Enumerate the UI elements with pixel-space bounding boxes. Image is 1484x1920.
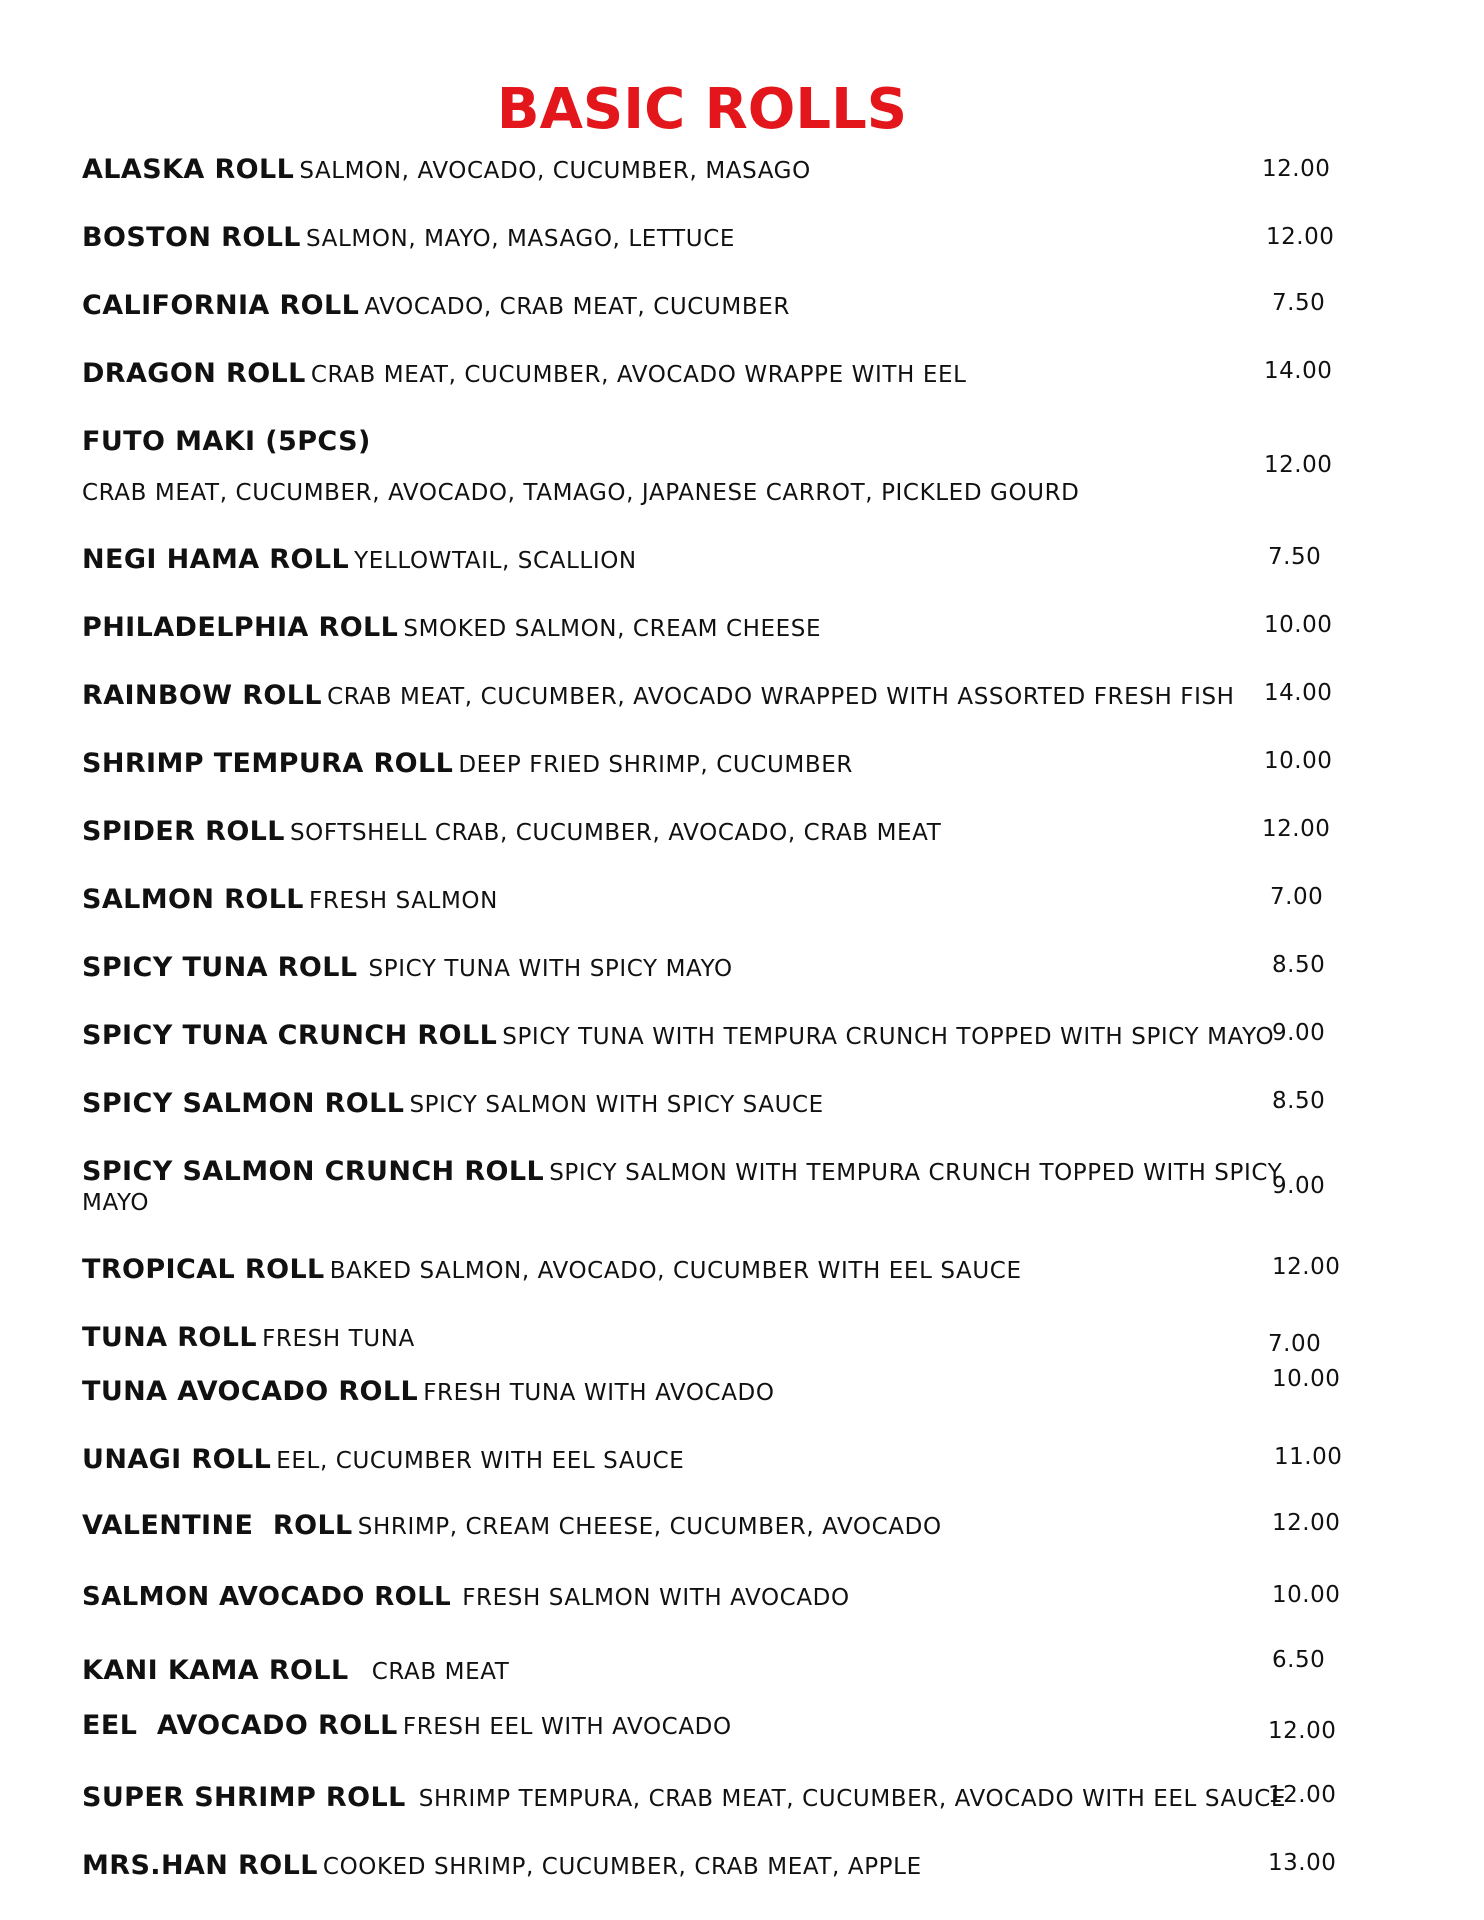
- item-name: PHILADELPHIA ROLL: [82, 612, 399, 643]
- item-description: AVOCADO, CRAB MEAT, CUCUMBER: [364, 294, 790, 320]
- item-price: 12.00: [1266, 224, 1335, 250]
- item-description: SPICY TUNA WITH SPICY MAYO: [368, 956, 733, 982]
- item-description: CRAB MEAT: [371, 1659, 510, 1685]
- item-name: CALIFORNIA ROLL: [82, 290, 360, 321]
- item-name: ALASKA ROLL: [82, 154, 295, 185]
- menu-item: [82, 1090, 1382, 1126]
- item-description: SPICY TUNA WITH TEMPURA CRUNCH TOPPED WITH SPICY MAYO: [502, 1024, 1275, 1050]
- item-description: SHRIMP TEMPURA, CRAB MEAT, CUCUMBER, AVOCADO WITH EEL SAUCE: [418, 1786, 1287, 1812]
- item-price: 8.50: [1272, 1088, 1326, 1114]
- item-name: SPICY SALMON CRUNCH ROLL: [82, 1156, 545, 1187]
- item-price: 8.50: [1272, 952, 1326, 978]
- menu-item: [82, 1647, 1382, 1693]
- item-name: KANI KAMA ROLL: [82, 1655, 349, 1686]
- item-price: 10.00: [1264, 748, 1333, 774]
- item-name: UNAGI ROLL: [82, 1444, 272, 1475]
- item-price: 10.00: [1272, 1582, 1341, 1608]
- item-price: 11.00: [1274, 1444, 1343, 1470]
- item-description: SPICY SALMON WITH TEMPURA CRUNCH TOPPED WITH SPICY: [549, 1160, 1283, 1186]
- menu-item: [82, 428, 1382, 508]
- item-price: 12.00: [1262, 156, 1331, 182]
- menu-item: [82, 1022, 1382, 1058]
- item-name: DRAGON ROLL: [82, 358, 306, 389]
- item-description: BAKED SALMON, AVOCADO, CUCUMBER WITH EEL SAUCE: [329, 1258, 1022, 1284]
- item-description-continued: MAYO: [82, 1190, 150, 1216]
- item-name: TROPICAL ROLL: [82, 1254, 325, 1285]
- item-name: VALENTINE ROLL: [82, 1510, 353, 1541]
- menu-item: [82, 614, 1382, 650]
- menu-item: [82, 1324, 1382, 1360]
- item-name: NEGI HAMA ROLL: [82, 544, 350, 575]
- item-price: 7.00: [1268, 1331, 1322, 1357]
- menu-item: [82, 224, 1382, 260]
- menu-item: [82, 1712, 1382, 1748]
- item-description: FRESH TUNA: [262, 1326, 415, 1352]
- menu-title: BASIC ROLLS: [496, 77, 908, 142]
- item-description: SALMON, MAYO, MASAGO, LETTUCE: [306, 226, 736, 252]
- item-price: 7.50: [1268, 544, 1322, 570]
- item-description: COOKED SHRIMP, CUCUMBER, CRAB MEAT, APPLE: [322, 1854, 922, 1880]
- item-description: FRESH SALMON: [309, 888, 498, 914]
- item-name: TUNA ROLL: [82, 1322, 257, 1353]
- item-price: 9.00: [1272, 1173, 1326, 1199]
- menu-item: [82, 1446, 1382, 1482]
- item-name: MRS.HAN ROLL: [82, 1850, 318, 1881]
- item-price: 7.50: [1272, 290, 1326, 316]
- menu-item: [82, 1584, 1382, 1620]
- item-description: YELLOWTAIL, SCALLION: [354, 548, 637, 574]
- menu-item: [82, 156, 1382, 192]
- item-price: 12.00: [1264, 452, 1333, 478]
- item-name: SALMON ROLL: [82, 884, 304, 915]
- item-description: FRESH EEL WITH AVOCADO: [402, 1714, 732, 1740]
- item-name: SPIDER ROLL: [82, 816, 285, 847]
- item-price: 9.00: [1272, 1020, 1326, 1046]
- item-price: 12.00: [1262, 816, 1331, 842]
- item-name: SALMON AVOCADO ROLL: [82, 1582, 452, 1612]
- menu-item: [82, 1256, 1382, 1292]
- item-description: EEL, CUCUMBER WITH EEL SAUCE: [276, 1448, 685, 1474]
- item-name: SPICY SALMON ROLL: [82, 1088, 405, 1119]
- menu-item: [82, 682, 1382, 718]
- item-name: FUTO MAKI (5PCS): [82, 426, 371, 457]
- item-description: SHRIMP, CREAM CHEESE, CUCUMBER, AVOCADO: [357, 1514, 942, 1540]
- item-description: CRAB MEAT, CUCUMBER, AVOCADO, TAMAGO, JAPANESE CARROT, PICKLED GOURD: [82, 480, 1080, 506]
- item-description: DEEP FRIED SHRIMP, CUCUMBER: [458, 752, 853, 778]
- item-price: 13.00: [1268, 1850, 1337, 1876]
- menu-item: [82, 818, 1382, 854]
- item-description: FRESH SALMON WITH AVOCADO: [462, 1585, 850, 1611]
- item-price: 12.00: [1272, 1254, 1341, 1280]
- item-price: 14.00: [1264, 680, 1333, 706]
- item-name: SHRIMP TEMPURA ROLL: [82, 748, 454, 779]
- menu-item: [82, 886, 1382, 922]
- item-price: 10.00: [1272, 1366, 1341, 1392]
- item-price: 12.00: [1272, 1510, 1341, 1536]
- item-name: RAINBOW ROLL: [82, 680, 322, 711]
- item-description: CRAB MEAT, CUCUMBER, AVOCADO WRAPPE WITH EEL: [310, 362, 967, 388]
- item-description: CRAB MEAT, CUCUMBER, AVOCADO WRAPPED WITH ASSORTED FRESH FISH: [327, 684, 1235, 710]
- item-name: EEL AVOCADO ROLL: [82, 1710, 398, 1741]
- menu-item: [82, 360, 1382, 396]
- item-description: SMOKED SALMON, CREAM CHEESE: [403, 616, 822, 642]
- item-price: 7.00: [1270, 884, 1324, 910]
- item-name: SPICY TUNA CRUNCH ROLL: [82, 1020, 498, 1051]
- menu-item: [82, 1366, 1382, 1414]
- menu-item: [82, 750, 1382, 786]
- menu-item: [82, 1784, 1382, 1820]
- menu-item: [82, 546, 1382, 582]
- item-description: SOFTSHELL CRAB, CUCUMBER, AVOCADO, CRAB MEAT: [289, 820, 942, 846]
- item-price: 12.00: [1268, 1782, 1337, 1808]
- item-name: BOSTON ROLL: [82, 222, 301, 253]
- item-price: 10.00: [1264, 612, 1333, 638]
- item-price: 6.50: [1272, 1647, 1326, 1673]
- item-price: 12.00: [1268, 1718, 1337, 1744]
- item-price: 14.00: [1264, 358, 1333, 384]
- menu-item: [82, 1852, 1382, 1888]
- item-description: FRESH TUNA WITH AVOCADO: [423, 1380, 775, 1406]
- item-description: SPICY SALMON WITH SPICY SAUCE: [409, 1092, 824, 1118]
- item-name: TUNA AVOCADO ROLL: [82, 1376, 419, 1407]
- menu-item: [82, 1158, 1382, 1228]
- menu-item: [82, 292, 1382, 328]
- item-description: SALMON, AVOCADO, CUCUMBER, MASAGO: [299, 158, 811, 184]
- menu-item: [82, 954, 1382, 990]
- menu-item: [82, 1512, 1382, 1548]
- item-name: SUPER SHRIMP ROLL: [82, 1782, 406, 1813]
- item-name: SPICY TUNA ROLL: [82, 952, 358, 983]
